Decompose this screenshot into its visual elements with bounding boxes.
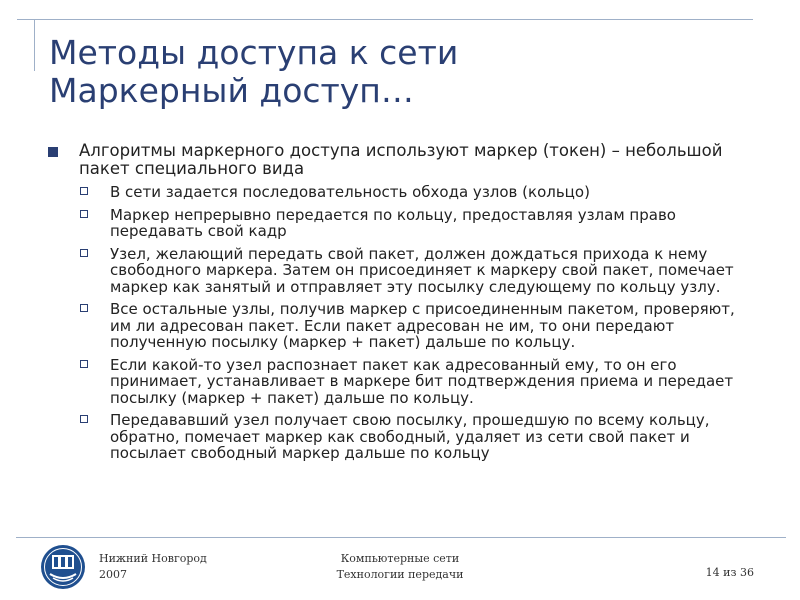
sub-bullet-item (48, 207, 760, 240)
sub-bullet-item (48, 357, 760, 407)
slide-content (48, 142, 760, 468)
footer-left (99, 551, 207, 583)
hollow-square-bullet-icon (80, 360, 88, 368)
hollow-square-bullet-icon (80, 415, 88, 423)
top-rule (17, 19, 753, 20)
footer-course: Компьютерные сети (340, 552, 460, 565)
footer-topic: Технологии передачи (336, 568, 464, 581)
hollow-square-bullet-icon (80, 304, 88, 312)
sub-bullet-item (48, 412, 760, 462)
sub-bullet-text: Передававший узел получает свою посылку, прошедшую по всему кольцу, обратно, помечает маркер как свободный, удаляет из сети свой пакет и посылает свободный маркер дальше по кольцу (110, 411, 710, 462)
page-number: 14 из 36 (705, 566, 754, 579)
footer-city: Нижний Новгород (99, 552, 207, 565)
footer-center (300, 551, 500, 583)
sub-bullet-item (48, 246, 760, 296)
square-bullet-icon (48, 147, 58, 157)
sub-bullet-text: Маркер непрерывно передается по кольцу, предоставляя узлам право передавать свой кадр (110, 205, 676, 240)
sub-bullet-text: Все остальные узлы, получив маркер с присоединенным пакетом, проверяют, им ли адресован пакет. Если пакет адресован не им, то они передают полученную посылку (маркер + пакет) дальше по кольцу. (110, 300, 735, 351)
footer-year: 2007 (99, 568, 127, 581)
sub-bullet-text: Узел, желающий передать свой пакет, должен дождаться прихода к нему свободного маркера. Затем он присоединяет к маркеру свой пакет, помечает маркер как занятый и отправляет эту посылку следующему по кольцу узлу. (110, 244, 734, 296)
left-rule (34, 19, 35, 71)
slide-title (49, 34, 769, 110)
hollow-square-bullet-icon (80, 210, 88, 218)
slide-title-line-2: Маркерный доступ… (49, 71, 414, 110)
slide-title-line-1: Методы доступа к сети (49, 33, 459, 72)
sub-bullet-item (48, 301, 760, 351)
unn-logo-icon (40, 544, 86, 590)
sub-bullet-text: В сети задается последовательность обхода узлов (кольцо) (110, 183, 590, 201)
sub-bullet-text: Если какой-то узел распознает пакет как адресованный ему, то он его принимает, устанавливает в маркере бит подтверждения приема и передает посылку (маркер + пакет) дальше по кольцу. (110, 355, 734, 407)
footer-rule (16, 537, 786, 538)
main-bullet-item (48, 142, 760, 178)
hollow-square-bullet-icon (80, 249, 88, 257)
main-bullet-text: Алгоритмы маркерного доступа используют маркер (токен) – небольшой пакет специального вида (79, 141, 723, 178)
sub-bullet-item (48, 184, 760, 201)
hollow-square-bullet-icon (80, 187, 88, 195)
